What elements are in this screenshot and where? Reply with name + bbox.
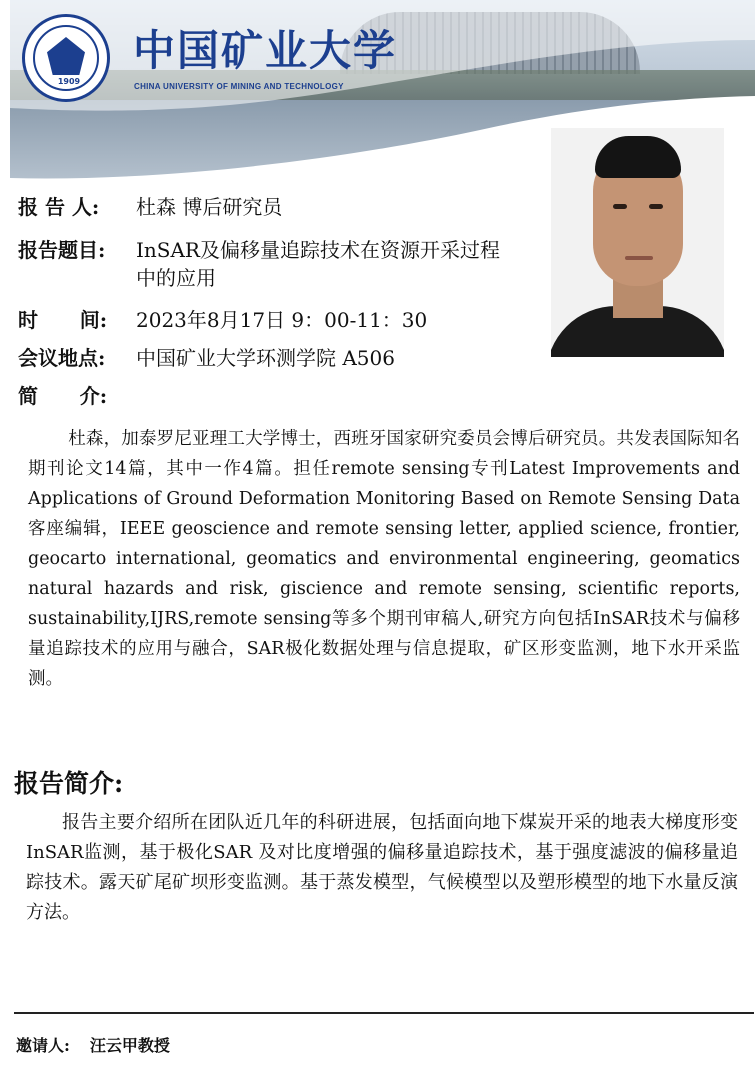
logo-year: 1909 xyxy=(57,77,81,86)
speaker-bio: 杜森，加泰罗尼亚理工大学博士，西班牙国家研究委员会博后研究员。共发表国际知名期刊论文14篇，其中一作4篇。担任remote sensing专刊Latest Improvements and Applications of Ground Deformation Monitoring Based on Remote Sensing Data客座编辑，IEEE geoscience and remote sensing letter, applied science, frontier, geocarto international, geomatics and environmental engineering, geomatics natural hazards and risk, giscience and remote sensing, scientific reports, sustainability,IJRS,remote sensing等多个期刊审稿人,研究方向包括InSAR技术与偏移量追踪技术的应用与融合，SAR极化数据处理与信息提取，矿区形变监测，地下水开采监测。 xyxy=(28,429,740,689)
intro-label: 简 介: xyxy=(18,384,108,408)
speaker-value: 杜森 博后研究员 xyxy=(136,195,283,219)
speaker-label: 报 告 人: xyxy=(18,195,100,219)
university-logo xyxy=(22,14,110,102)
inviter xyxy=(16,1033,170,1056)
inviter-name: 汪云甲教授 xyxy=(89,1036,170,1055)
topic-value: InSAR及偏移量追踪技术在资源开采过程中的应用 xyxy=(136,238,500,290)
venue-row xyxy=(18,344,395,372)
photo-hair xyxy=(595,136,681,178)
inviter-label: 邀请人: xyxy=(16,1036,70,1055)
time-value: 2023年8月17日 9：00-11：30 xyxy=(136,308,428,332)
university-name-en: CHINA UNIVERSITY OF MINING AND TECHNOLOGY xyxy=(134,82,344,91)
abstract-text: 报告主要介绍所在团队近几年的科研进展，包括面向地下煤炭开采的地表大梯度形变InSAR监测，基于极化SAR 及对比度增强的偏移量追踪技术，基于强度滤波的偏移量追踪技术。露天矿尾矿坝形变监测。基于蒸发模型，气候模型以及塑形模型的地下水量反演方法。 xyxy=(26,812,738,923)
photo-mouth xyxy=(625,256,653,260)
intro-row xyxy=(18,382,136,410)
speaker-photo xyxy=(551,128,724,357)
university-name-cn: 中国矿业大学 xyxy=(133,26,398,75)
footer-divider xyxy=(14,1012,754,1014)
venue-value: 中国矿业大学环测学院 A506 xyxy=(136,346,395,370)
topic-row xyxy=(18,236,516,292)
abstract-heading: 报告简介: xyxy=(14,769,124,798)
time-row xyxy=(18,306,427,334)
photo-eye xyxy=(613,204,627,209)
speaker-row xyxy=(18,193,282,221)
topic-label: 报告题目: xyxy=(18,238,106,262)
venue-label: 会议地点: xyxy=(18,346,106,370)
time-label: 时 间: xyxy=(18,308,108,332)
photo-eye xyxy=(649,204,663,209)
